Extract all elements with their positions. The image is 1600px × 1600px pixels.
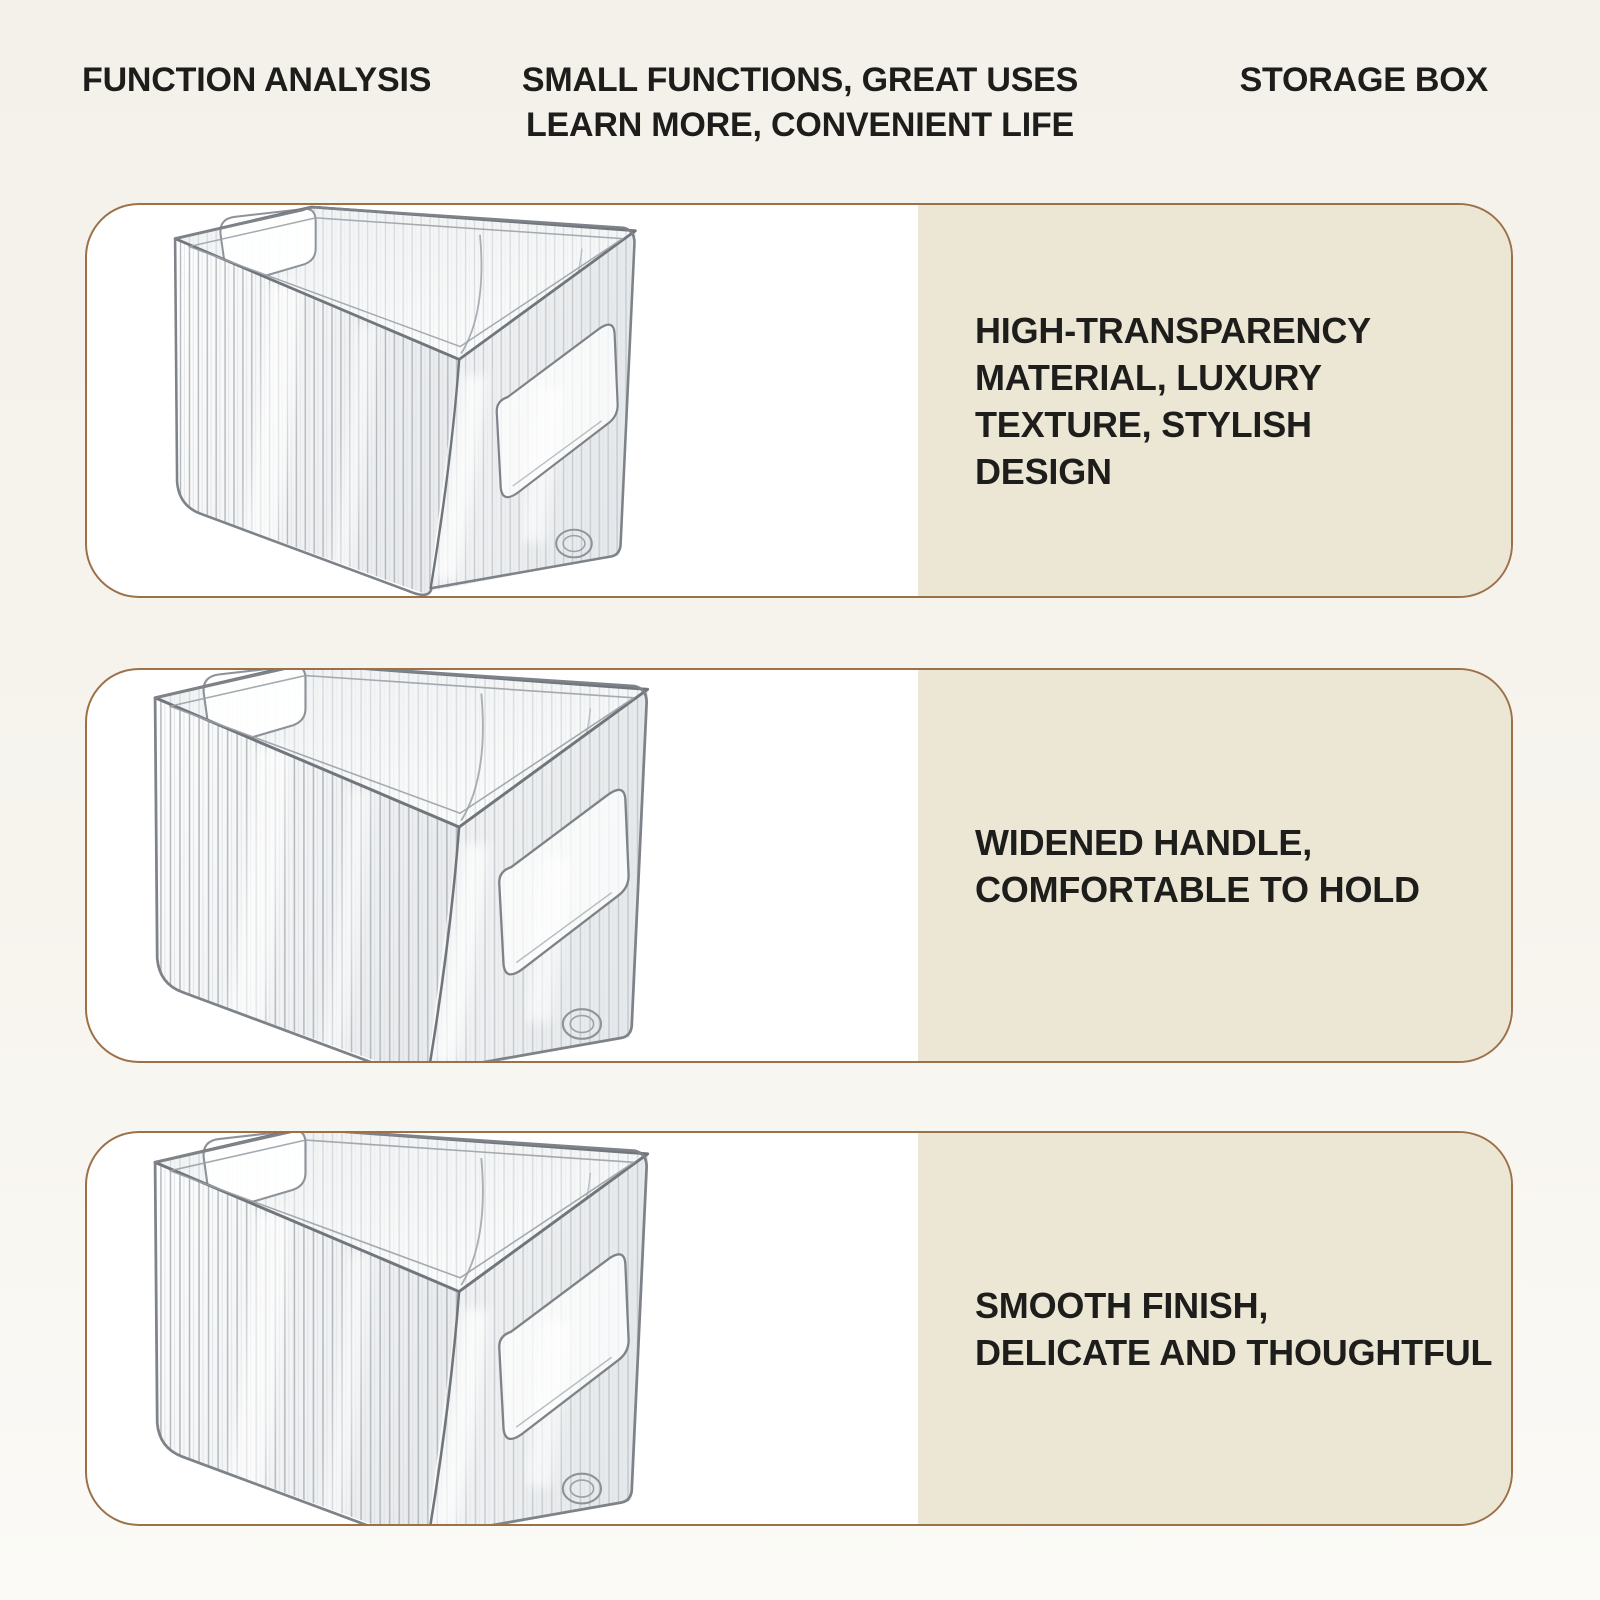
storage-box-illustration: [85, 1131, 950, 1526]
feature-panel-handle: [85, 668, 1513, 1063]
feature-line: MATERIAL, LUXURY: [975, 356, 1322, 398]
feature-line: SMOOTH FINISH,: [975, 1284, 1269, 1326]
product-image-area: [87, 205, 918, 596]
feature-text-area: [918, 205, 1511, 596]
product-image-area: [87, 670, 918, 1061]
header-center-line2: LEARN MORE, CONVENIENT LIFE: [525, 106, 1075, 144]
storage-box-illustration: [85, 668, 950, 1063]
feature-line: HIGH-TRANSPARENCY: [975, 309, 1371, 351]
feature-line: WIDENED HANDLE,: [975, 821, 1312, 863]
feature-line: DELICATE AND THOUGHTFUL: [975, 1331, 1493, 1373]
feature-panel-transparency: [85, 203, 1513, 598]
feature-panel-finish: [85, 1131, 1513, 1526]
feature-text-area: [918, 670, 1511, 1061]
feature-line: TEXTURE, STYLISH: [975, 403, 1312, 445]
storage-box-illustration: [87, 205, 918, 596]
header-center-title: [522, 58, 1078, 148]
product-image-area: [87, 1133, 918, 1524]
header-center-line1: SMALL FUNCTIONS, GREAT USES: [521, 61, 1079, 99]
header-right-title: STORAGE BOX: [1239, 61, 1488, 99]
feature-line: COMFORTABLE TO HOLD: [975, 868, 1420, 910]
feature-line: DESIGN: [975, 450, 1112, 492]
feature-text-area: [918, 1133, 1511, 1524]
header-left-title: FUNCTION ANALYSIS: [82, 61, 432, 99]
